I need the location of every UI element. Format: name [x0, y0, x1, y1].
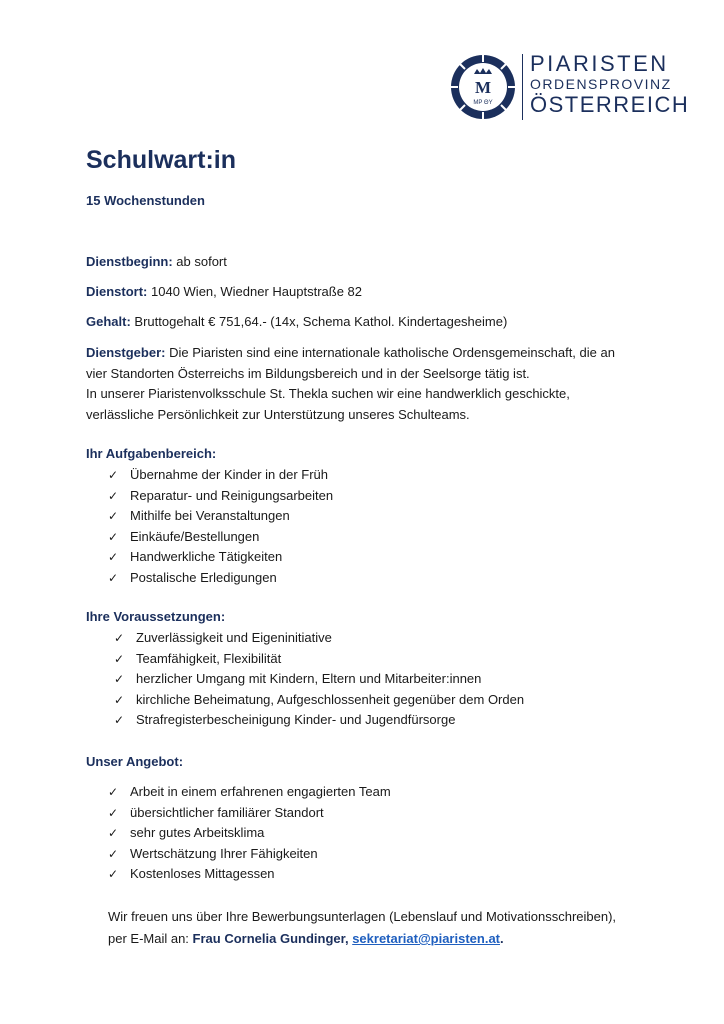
page-title: Schulwart:in	[86, 146, 237, 174]
list-item-text: Teamfähigkeit, Flexibilität	[136, 650, 282, 666]
checkmark-icon: ✓	[114, 672, 125, 686]
list-item	[108, 782, 391, 803]
list-item-text: Strafregisterbescheinigung Kinder- und Jugendfürsorge	[136, 712, 456, 727]
closing-line: Wir freuen uns über Ihre Bewerbungsunterlagen (Lebenslauf und Motivationsschreiben),	[108, 909, 617, 924]
list-item-text: Mithilfe bei Veranstaltungen	[130, 508, 290, 523]
list-item-text: Übernahme der Kinder in der Früh	[130, 467, 328, 482]
list-item-text: herzlicher Umgang mit Kindern, Eltern und Mitarbeiter:innen	[136, 671, 482, 686]
seal-text: MP ΘY	[473, 100, 493, 106]
requirements-list	[114, 628, 524, 731]
list-item	[114, 710, 524, 731]
hours-subtitle: 15 Wochenstunden	[86, 193, 205, 208]
tasks-heading: Ihr Aufgabenbereich:	[86, 446, 217, 461]
email-link[interactable]: sekretariat@piaristen.at	[352, 931, 501, 946]
closing-line	[108, 928, 616, 950]
logo-line-2: ORDENSPROVINZ	[530, 76, 672, 92]
list-item	[114, 669, 524, 690]
checkmark-icon: ✓	[108, 846, 119, 861]
svg-text:M: M	[474, 78, 492, 97]
offer-heading: Unser Angebot:	[86, 754, 184, 769]
field-start-date	[86, 252, 227, 273]
logo-divider	[522, 54, 523, 120]
list-item	[108, 844, 391, 865]
checkmark-icon: ✓	[108, 468, 119, 482]
checkmark-icon: ✓	[108, 805, 119, 820]
checkmark-icon: ✓	[108, 826, 119, 840]
offer-list	[108, 782, 391, 885]
list-item-text: Kostenloses Mittagessen	[130, 866, 275, 881]
list-item-text: Postalische Erledigungen	[130, 569, 277, 585]
field-label: Dienstbeginn:	[86, 254, 173, 269]
field-label: Gehalt:	[86, 314, 131, 329]
field-value: 1040 Wien, Wiedner Hauptstraße 82	[147, 284, 362, 299]
list-item	[108, 864, 391, 885]
checkmark-icon: ✓	[108, 570, 119, 585]
list-item-text: Wertschätzung Ihrer Fähigkeiten	[130, 845, 318, 861]
checkmark-icon: ✓	[108, 529, 119, 544]
contact-name: Frau Cornelia Gundinger,	[192, 931, 349, 946]
checkmark-icon: ✓	[108, 867, 119, 881]
list-item	[108, 547, 333, 568]
list-item	[114, 628, 524, 649]
paragraph-line: vier Standorten Österreichs im Bildungsbereich und in der Seelsorge tätig ist.	[86, 365, 530, 381]
closing-period: .	[500, 931, 504, 946]
paragraph-line: Die Piaristen sind eine internationale katholische Ordensgemeinschaft, die an	[165, 345, 615, 360]
closing-prefix: per E-Mail an:	[108, 931, 193, 946]
list-item-text: Reparatur- und Reinigungsarbeiten	[130, 487, 334, 503]
list-item	[108, 465, 333, 486]
list-item-text: Handwerkliche Tätigkeiten	[130, 549, 283, 564]
field-label: Dienstgeber:	[86, 345, 166, 360]
list-item	[114, 649, 524, 670]
list-item	[108, 486, 333, 507]
checkmark-icon: ✓	[114, 692, 125, 707]
list-item-text: Arbeit in einem erfahrenen engagierten Team	[130, 784, 391, 799]
checkmark-icon: ✓	[114, 713, 125, 727]
list-item	[114, 690, 524, 711]
logo-line-1: PIARISTEN	[530, 51, 669, 76]
list-item-text: übersichtlicher familiärer Standort	[130, 804, 324, 820]
list-item	[108, 803, 391, 824]
checkmark-icon: ✓	[108, 488, 119, 503]
field-salary	[86, 312, 507, 333]
checkmark-icon: ✓	[108, 509, 119, 523]
list-item-text: Zuverlässigkeit und Eigeninitiative	[136, 630, 332, 645]
paragraph-line: verlässliche Persönlichkeit zur Unterstützung unseres Schulteams.	[86, 406, 470, 422]
field-value: Bruttogehalt € 751,64.- (14x, Schema Kathol. Kindertagesheime)	[130, 314, 508, 329]
closing-paragraph	[108, 906, 616, 950]
list-item-text: kirchliche Beheimatung, Aufgeschlossenheit gegenüber dem Orden	[136, 691, 525, 707]
list-item-text: sehr gutes Arbeitsklima	[130, 825, 265, 840]
checkmark-icon: ✓	[114, 631, 125, 645]
field-label: Dienstort:	[86, 284, 148, 299]
paragraph-line: In unserer Piaristenvolksschule St. Thekla suchen wir eine handwerklich geschickte,	[86, 386, 570, 401]
field-value: ab sofort	[172, 254, 227, 269]
field-location	[86, 282, 362, 303]
requirements-heading: Ihre Voraussetzungen:	[86, 609, 226, 624]
checkmark-icon: ✓	[114, 651, 125, 666]
employer-paragraph	[86, 343, 646, 425]
list-item-text: Einkäufe/Bestellungen	[130, 528, 260, 544]
seal-icon	[450, 54, 516, 120]
list-item	[108, 823, 391, 844]
logo-line-3: ÖSTERREICH	[530, 92, 690, 117]
logo-wordmark	[530, 52, 689, 117]
checkmark-icon: ✓	[108, 550, 119, 564]
checkmark-icon: ✓	[108, 785, 119, 799]
list-item	[108, 506, 333, 527]
list-item	[108, 568, 333, 589]
tasks-list	[108, 465, 333, 588]
list-item	[108, 527, 333, 548]
organization-logo	[450, 51, 690, 124]
